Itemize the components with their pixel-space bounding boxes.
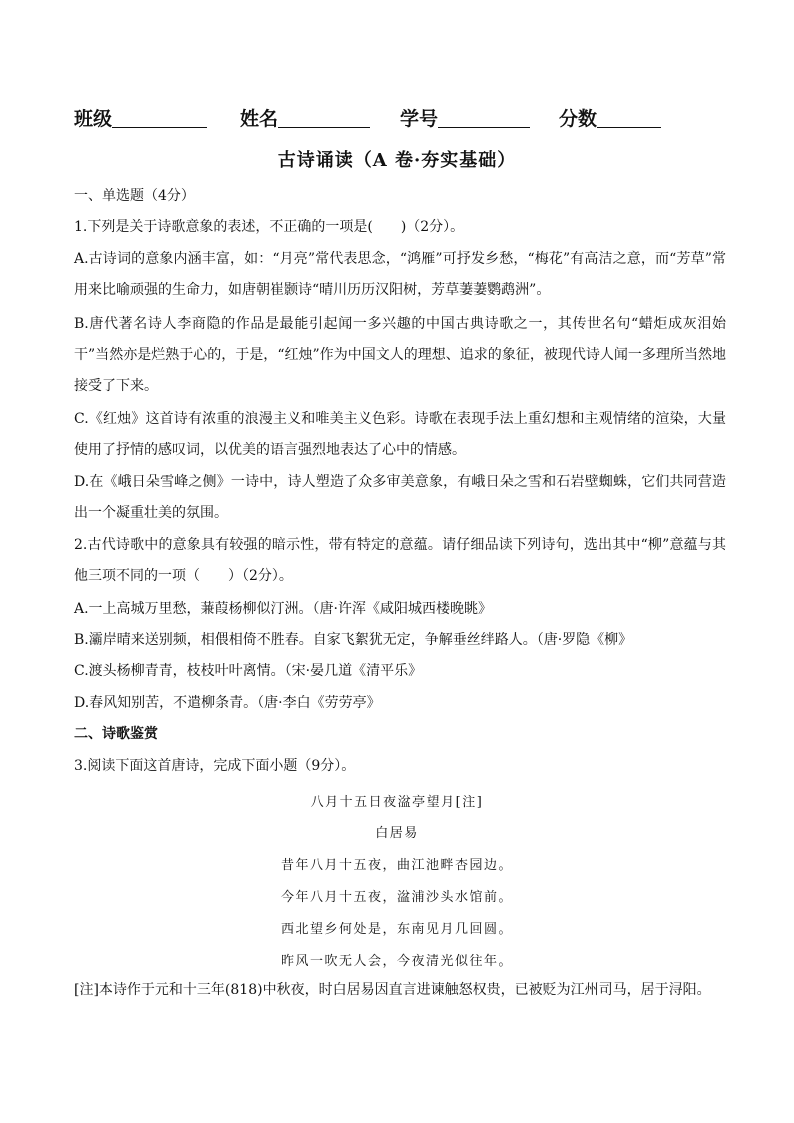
- q3-stem: 3.阅读下面这首唐诗，完成下面小题（9分）。: [74, 758, 356, 774]
- class-blank[interactable]: [112, 109, 207, 128]
- student-id-label: 学号: [400, 108, 439, 130]
- q2-option-c: C.渡头杨柳青青，枝枝叶叶离情。（宋·晏几道《清平乐》: [74, 663, 423, 679]
- score-label: 分数: [559, 108, 598, 130]
- poem-note: [注]本诗作于元和十三年(818)中秋夜，时白居易因直言进谏触怒权贵，已被贬为江州司马，居于浔阳。: [74, 982, 711, 998]
- name-field[interactable]: [240, 104, 370, 131]
- class-field[interactable]: [74, 104, 207, 131]
- class-label: 班级: [74, 108, 113, 130]
- q2-option-b: B.灞岸晴来送别频，相偎相倚不胜春。自家飞絮犹无定，争解垂丝绊路人。（唐·罗隐《柳》: [74, 632, 633, 648]
- poem-title: 八月十五日夜湓亭望月[注]: [310, 795, 484, 810]
- student-id-blank[interactable]: [438, 109, 530, 128]
- name-blank[interactable]: [278, 109, 370, 128]
- name-label: 姓名: [240, 108, 279, 130]
- student-id-field[interactable]: [400, 104, 530, 131]
- q2-stem: 2.古代诗歌中的意象具有较强的暗示性，带有特定的意蕴。请仔细品读下列诗句，选出其中“柳”意蕴与其他三项不同的一项（ ）（2分）。: [74, 537, 726, 584]
- score-blank[interactable]: [597, 109, 661, 128]
- poem-line-1: 昔年八月十五夜，曲江池畔杏园边。: [280, 858, 513, 873]
- poem-line-2: 今年八月十五夜，湓浦沙头水馆前。: [280, 890, 513, 905]
- poem-author: 白居易: [375, 826, 419, 841]
- q1-option-a: A.古诗词的意象内涵丰富，如：“月亮”常代表思念，“鸿雁”可抒发乡愁，“梅花”有高洁之意，而“芳草”常用来比喻顽强的生命力，如唐朝崔颢诗“晴川历历汉阳树，芳草萋萋鹦鹉洲”。: [74, 251, 726, 298]
- section2-heading: 二、诗歌鉴赏: [74, 726, 158, 742]
- poem-line-4: 昨风一吹无人会，今夜清光似往年。: [280, 954, 513, 969]
- q1-stem: 1.下列是关于诗歌意象的表述，不正确的一项是( )（2分）。: [74, 219, 465, 235]
- q1-option-c: C.《红烛》这首诗有浓重的浪漫主义和唯美主义色彩。诗歌在表现手法上重幻想和主观情绪的渲染，大量使用了抒情的感叹词，以优美的语言强烈地表达了心中的情感。: [74, 411, 726, 458]
- q1-option-d: D.在《峨日朵雪峰之侧》一诗中，诗人塑造了众多审美意象，有峨日朵之雪和石岩壁蜘蛛，它们共同营造出一个凝重壮美的氛围。: [74, 474, 726, 521]
- q2-option-d: D.春风知别苦，不遣柳条青。（唐·李白《劳劳亭》: [74, 695, 381, 711]
- section1-heading: 一、单选题（4分）: [74, 188, 195, 204]
- poem-line-3: 西北望乡何处是，东南见月几回圆。: [280, 922, 513, 937]
- score-field[interactable]: [559, 104, 661, 131]
- exam-title: 古诗诵读（A 卷·夯实基础）: [277, 150, 517, 171]
- q1-option-b: B.唐代著名诗人李商隐的作品是最能引起闻一多兴趣的中国古典诗歌之一，其传世名句“蜡炬成灰泪始干”当然亦是烂熟于心的，于是，“红烛”作为中国文人的理想、追求的象征，被现代诗人闻一多理所当然地接受了下来。: [74, 316, 726, 394]
- q2-option-a: A.一上高城万里愁，蒹葭杨柳似汀洲。（唐·许浑《咸阳城西楼晚眺》: [74, 601, 493, 617]
